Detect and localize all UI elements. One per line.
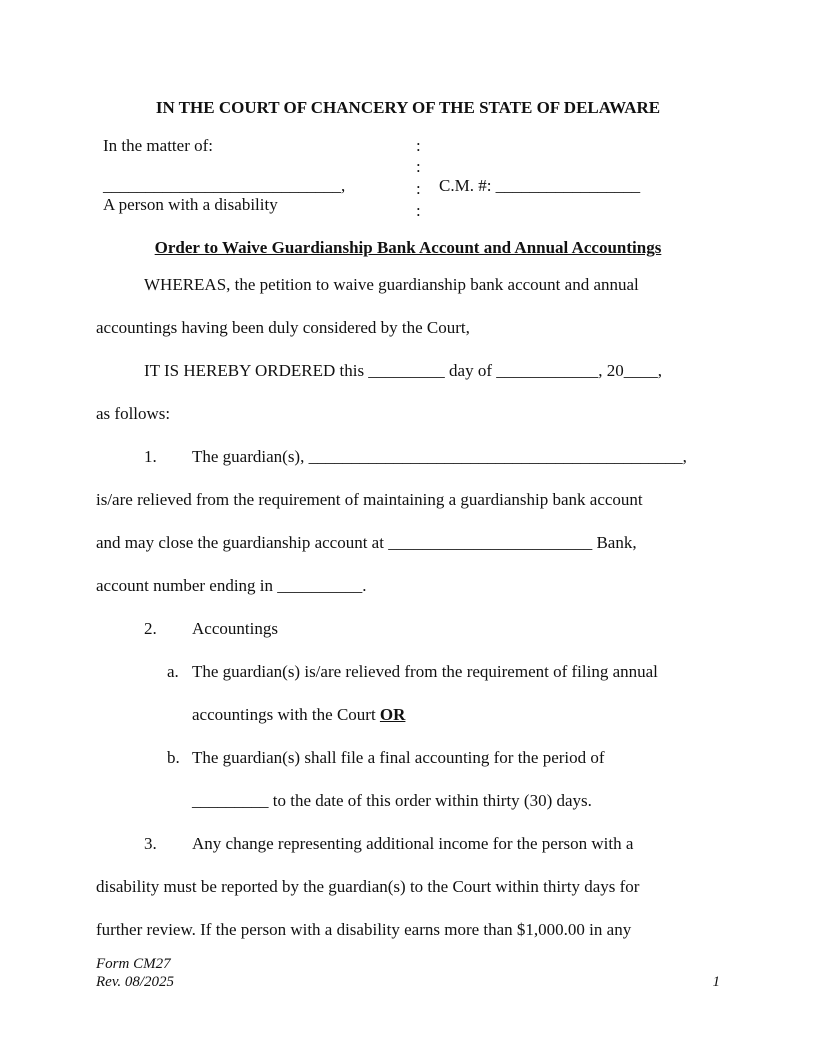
item-3-number: 3. <box>144 834 157 853</box>
item-2a-line-1: The guardian(s) is/are relieved from the requirement of filing annual <box>192 662 658 681</box>
court-title: IN THE COURT OF CHANCERY OF THE STATE OF DELAWARE <box>155 98 661 117</box>
whereas-line-2: accountings having been duly considered by the Court, <box>96 318 470 337</box>
cm-number-field: C.M. #: _________________ <box>439 176 641 195</box>
caption-colon: : <box>416 179 421 198</box>
person-label: A person with a disability <box>103 195 278 214</box>
item-1-line-4: account number ending in __________. <box>96 576 367 595</box>
item-1-line-3: and may close the guardianship account at ________________________ Bank, <box>96 533 637 552</box>
order-title: Order to Waive Guardianship Bank Account and Annual Accountings <box>154 238 662 257</box>
caption-colon: : <box>416 157 421 176</box>
item-1-line-2: is/are relieved from the requirement of maintaining a guardianship bank account <box>96 490 643 509</box>
form-number: Form CM27 <box>96 956 171 972</box>
or-emphasis: OR <box>379 705 406 724</box>
item-3-line-2: disability must be reported by the guardian(s) to the Court within thirty days for <box>96 877 640 896</box>
ordered-line-1: IT IS HEREBY ORDERED this _________ day of ____________, 20____, <box>144 361 663 380</box>
item-2b-line-2: _________ to the date of this order within thirty (30) days. <box>192 791 592 810</box>
item-1-number: 1. <box>144 447 157 466</box>
item-2a-line-2 <box>192 705 405 725</box>
ordered-line-2: as follows: <box>96 404 171 423</box>
name-blank: ____________________________, <box>103 176 346 195</box>
item-2b-letter: b. <box>167 748 180 767</box>
in-matter-of-label: In the matter of: <box>103 136 213 155</box>
item-2a-letter: a. <box>167 662 179 681</box>
revision-date: Rev. 08/2025 <box>96 974 175 990</box>
caption-colon: : <box>416 136 421 155</box>
item-1-line-1: The guardian(s), ____________________________________________, <box>192 447 687 466</box>
item-3-line-1: Any change representing additional income for the person with a <box>192 834 634 853</box>
whereas-line-1: WHEREAS, the petition to waive guardianship bank account and annual <box>144 275 639 294</box>
item-2-title: Accountings <box>192 619 278 638</box>
item-2a-line-2-text: accountings with the Court <box>192 705 380 724</box>
caption-colon: : <box>416 201 421 220</box>
item-3-line-3: further review. If the person with a disability earns more than $1,000.00 in any <box>96 920 632 939</box>
page-number: 1 <box>712 974 720 990</box>
item-2-number: 2. <box>144 619 157 638</box>
item-2b-line-1: The guardian(s) shall file a final accounting for the period of <box>192 748 605 767</box>
